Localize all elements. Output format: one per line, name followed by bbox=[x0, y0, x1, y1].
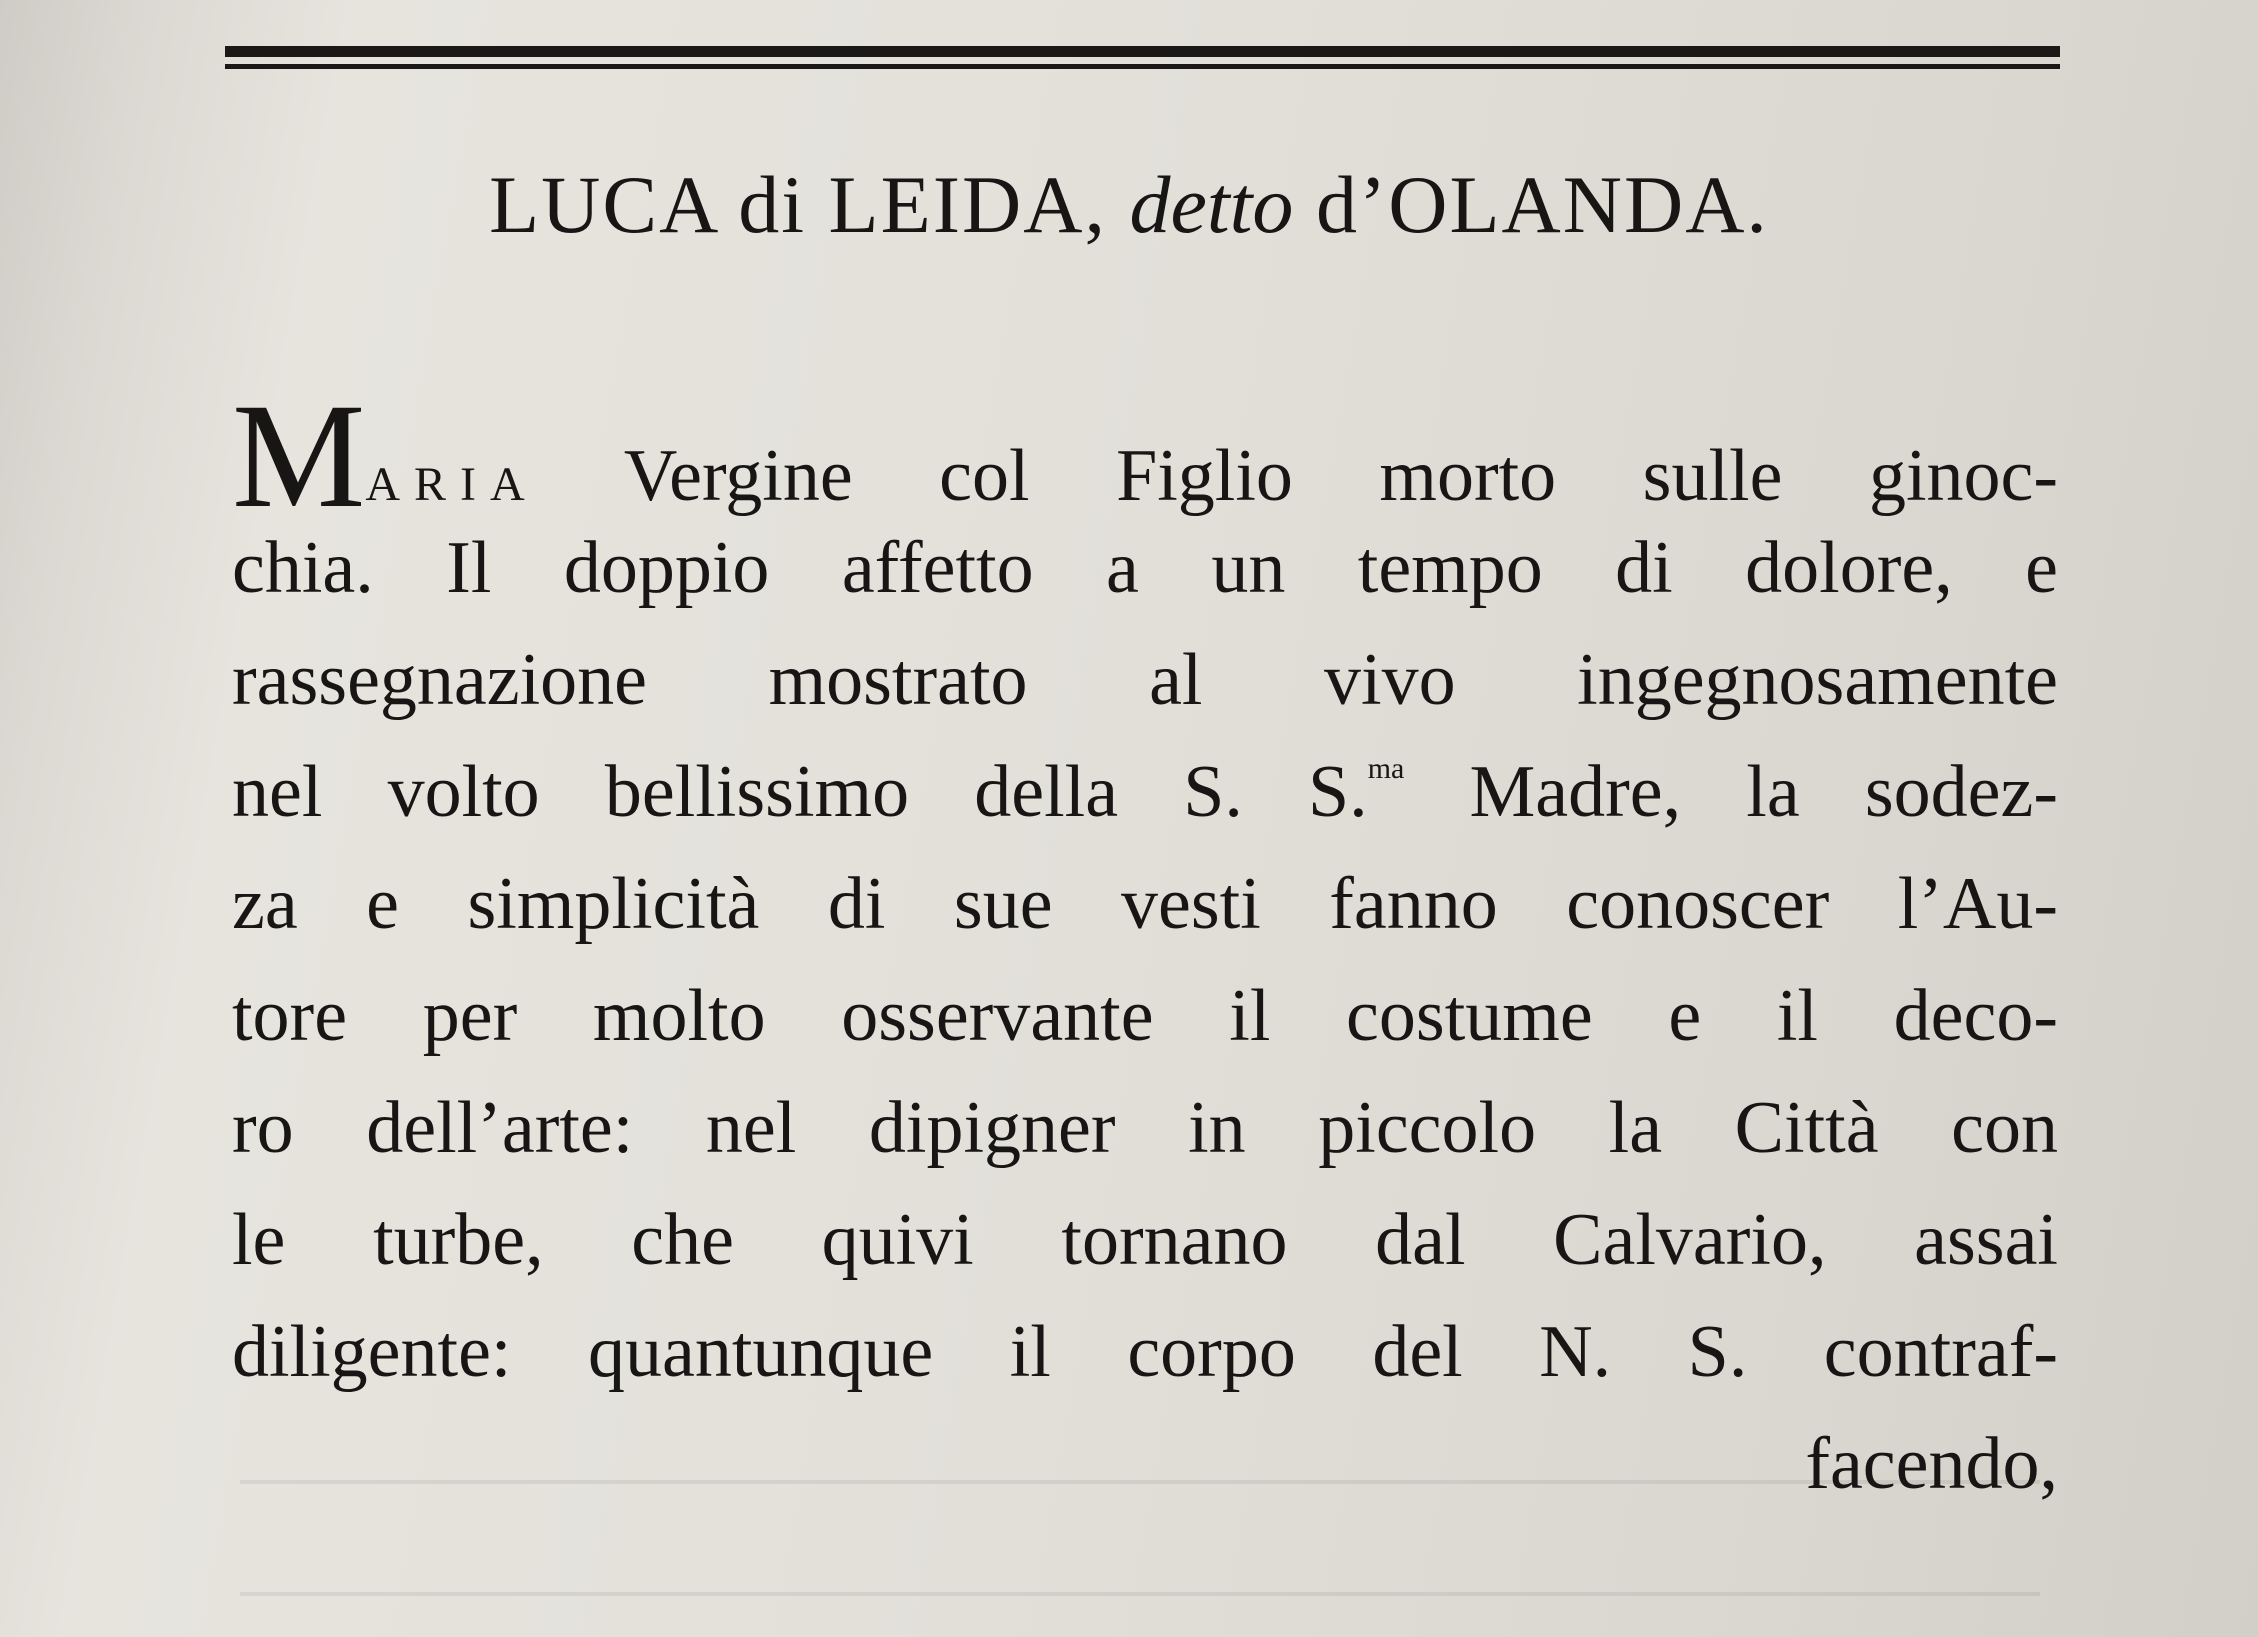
heading-part1: LUCA di LEIDA, bbox=[489, 159, 1130, 250]
text-line-2: chia. Il doppio affetto a un tempo di dolore, e bbox=[232, 527, 2058, 609]
line4-a: nel volto bellissimo della S. S. bbox=[232, 751, 1368, 833]
small-caps-word: ARIA bbox=[365, 458, 539, 511]
line1-rest: Vergine col Figlio morto sulle ginoc- bbox=[538, 435, 2058, 517]
text-line-4 bbox=[232, 736, 2058, 848]
header-rule-thick bbox=[225, 46, 2060, 57]
text-line-7: ro dell’arte: nel dipigner in piccolo la Città con bbox=[232, 1087, 2058, 1169]
text-line-3: rassegnazione mostrato al vivo ingegnosamente bbox=[232, 639, 2058, 721]
drop-cap: M bbox=[232, 373, 366, 539]
text-line-6: tore per molto osservante il costume e il deco- bbox=[232, 975, 2058, 1057]
section-heading bbox=[0, 150, 2258, 260]
text-line-1 bbox=[232, 373, 2058, 539]
heading-italic: detto bbox=[1129, 159, 1294, 250]
text-line-9: diligente: quantunque il corpo del N. S. contraf- bbox=[232, 1311, 2058, 1393]
heading-part2: d’OLANDA. bbox=[1293, 159, 1769, 250]
superscript-ma: ma bbox=[1367, 752, 1405, 785]
text-line-5: za e simplicità di sue vesti fanno conoscer l’Au- bbox=[232, 863, 2058, 945]
catchword: facendo, bbox=[1805, 1423, 2058, 1505]
body-paragraph bbox=[232, 373, 2058, 1520]
line4-b: Madre, la sodez- bbox=[1404, 751, 2058, 833]
text-line-8: le turbe, che quivi tornano dal Calvario, assai bbox=[232, 1199, 2058, 1281]
header-rule-thin bbox=[225, 64, 2060, 69]
